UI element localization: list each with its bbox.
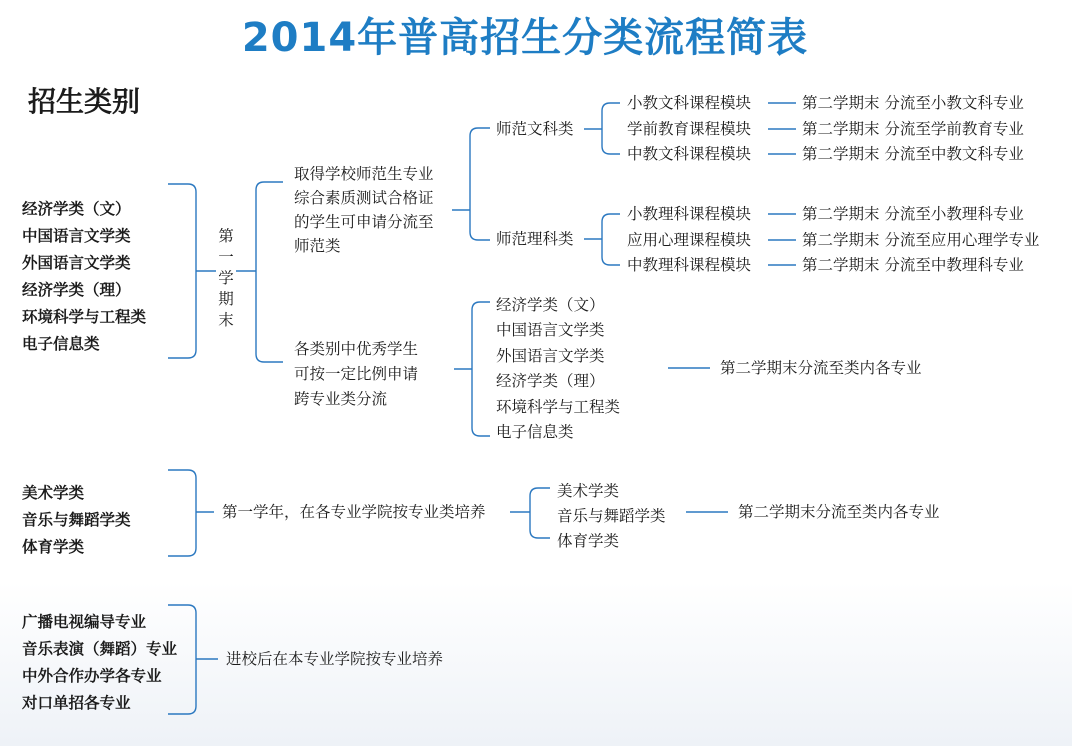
result-item: 第二学期末 分流至应用心理学专业 xyxy=(802,231,1040,249)
category-item: 经济学类（文） xyxy=(22,200,131,218)
branch-a-text xyxy=(294,162,434,258)
group2-target-list xyxy=(557,479,666,554)
stage-label-vertical xyxy=(216,226,236,331)
group3-process: 进校后在本专业学院按专业培养 xyxy=(226,650,444,668)
stage-label-char: 期 xyxy=(218,290,234,308)
group2-result: 第二学期末分流至类内各专业 xyxy=(738,503,940,521)
module-item: 小教理科课程模块 xyxy=(627,205,752,223)
section-heading: 招生类别 xyxy=(28,85,141,118)
target-item: 电子信息类 xyxy=(496,423,574,442)
target-item: 体育学类 xyxy=(557,532,620,550)
category-item: 中外合作办学各专业 xyxy=(22,667,162,685)
stage-label-char: 学 xyxy=(218,269,234,287)
result-item: 第二学期末 分流至小教文科专业 xyxy=(802,94,1024,112)
shifan-wenke-label: 师范文科类 xyxy=(496,120,574,138)
branch-b-target-list xyxy=(496,293,620,445)
result-item: 第二学期末 分流至小教理科专业 xyxy=(802,205,1024,223)
target-item: 外国语言文学类 xyxy=(496,346,605,365)
module-item: 中教文科课程模块 xyxy=(627,145,752,163)
target-item: 美术学类 xyxy=(557,482,620,500)
group3-category-list xyxy=(22,609,177,717)
branch-b-line: 跨专业类分流 xyxy=(294,390,388,408)
group2-process: 第一学年，在各专业学院按专业类培养 xyxy=(222,503,486,521)
module-item: 中教理科课程模块 xyxy=(627,256,752,274)
branch-b-result: 第二学期末分流至类内各专业 xyxy=(720,359,922,377)
target-item: 音乐与舞蹈学类 xyxy=(557,507,666,525)
branch-b-line: 可按一定比例申请 xyxy=(294,365,419,383)
module-item: 学前教育课程模块 xyxy=(627,120,752,138)
branch-a-line: 的学生可申请分流至 xyxy=(294,213,434,231)
target-item: 经济学类（文） xyxy=(496,296,605,314)
result-item: 第二学期末 分流至中教理科专业 xyxy=(802,256,1024,274)
stage-label-char: 末 xyxy=(218,311,234,329)
branch-b-text xyxy=(294,337,418,412)
branch-a-line: 取得学校师范生专业 xyxy=(294,165,434,183)
module-item: 应用心理课程模块 xyxy=(627,231,752,249)
shifan-like-label: 师范理科类 xyxy=(496,230,574,248)
group1-category-list xyxy=(22,196,146,358)
stage-label-char: 第 xyxy=(218,227,234,245)
branch-a-line: 师范类 xyxy=(294,237,341,255)
category-item: 广播电视编导专业 xyxy=(22,613,147,631)
module-item: 小教文科课程模块 xyxy=(627,94,752,112)
target-item: 经济学类（理） xyxy=(496,372,605,391)
category-item: 外国语言文学类 xyxy=(22,254,131,272)
target-item: 中国语言文学类 xyxy=(496,321,605,340)
stage-label-char: 一 xyxy=(218,248,234,266)
branch-b-line: 各类别中优秀学生 xyxy=(294,340,419,358)
branch-a-line: 综合素质测试合格证 xyxy=(294,189,434,207)
category-item: 音乐表演（舞蹈）专业 xyxy=(22,640,178,658)
category-item: 环境科学与工程类 xyxy=(22,308,147,326)
category-item: 电子信息类 xyxy=(22,335,100,353)
category-item: 中国语言文学类 xyxy=(22,227,131,245)
group2-category-list xyxy=(22,480,131,561)
category-item: 对口单招各专业 xyxy=(22,694,131,712)
category-item: 体育学类 xyxy=(22,538,85,556)
category-item: 音乐与舞蹈学类 xyxy=(22,511,131,529)
page-title: 2014年普高招生分类流程简表 xyxy=(241,15,809,61)
result-item: 第二学期末 分流至学前教育专业 xyxy=(802,120,1024,138)
category-item: 经济学类（理） xyxy=(22,281,131,299)
target-item: 环境科学与工程类 xyxy=(496,397,621,416)
result-item: 第二学期末 分流至中教文科专业 xyxy=(802,145,1024,163)
category-item: 美术学类 xyxy=(22,484,85,502)
